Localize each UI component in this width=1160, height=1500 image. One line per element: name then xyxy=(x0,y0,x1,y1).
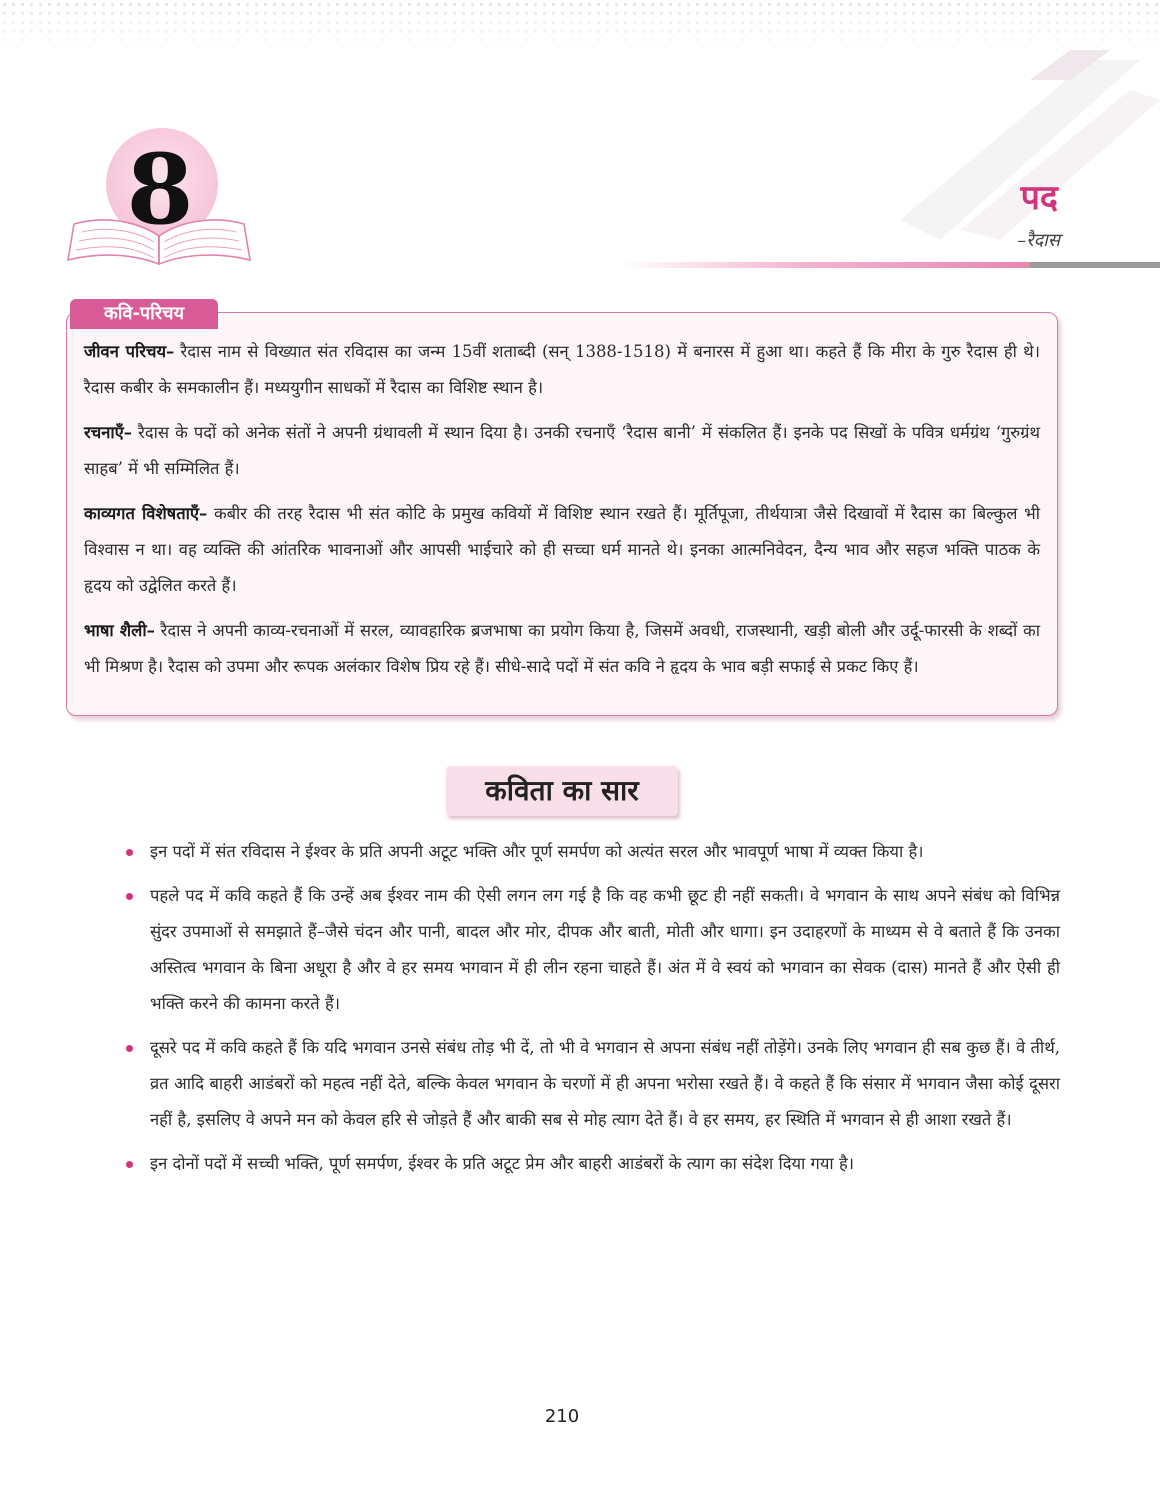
intro-paragraph-features xyxy=(84,496,1040,604)
intro-paragraph-language xyxy=(84,613,1040,685)
summary-list xyxy=(120,834,1060,1190)
summary-point-text: दूसरे पद में कवि कहते हैं कि यदि भगवान उनसे संबंध तोड़ भी दें, तो भी वे भगवान से अपना संबंध नहीं तोड़ेंगे। उनके लिए भगवान ही सब कुछ हैं। वे तीर्थ, व्रत आदि बाहरी आडंबरों को महत्व नहीं देते, बल्कि केवल भगवान के चरणों में ही अपना भरोसा रखते हैं। वे कहते हैं कि संसार में भगवान जैसा कोई दूसरा नहीं है, इसलिए वे अपने मन को केवल हरि से जोड़ते हैं और बाकी सब से मोह त्याग देते हैं। वे हर समय, हर स्थिति में भगवान से ही आशा रखते हैं। xyxy=(150,1038,1060,1129)
summary-heading: कविता का सार xyxy=(446,766,678,816)
chapter-number: 8 xyxy=(126,133,194,246)
intro-text: रैदास ने अपनी काव्य-रचनाओं में सरल, व्यावहारिक ब्रजभाषा का प्रयोग किया है, जिसमें अवधी, राजस्थानी, खड़ी बोली और उर्दू-फारसी के शब्दों का भी मिश्रण है। रैदास को उपमा और रूपक अलंकार विशेष प्रिय रहे हैं। सीधे-सादे पदों में संत कवि ने हृदय के भाव बड़ी सफाई से प्रकट किए हैं। xyxy=(84,621,1040,676)
intro-text: रैदास नाम से विख्यात संत रविदास का जन्म 15वीं शताब्दी (सन् 1388-1518) में बनारस में हुआ था। कहते हैं कि मीरा के गुरु रैदास ही थे। रैदास कबीर के समकालीन हैं। मध्ययुगीन साधकों में रैदास का विशिष्ट स्थान है। xyxy=(84,342,1040,397)
bullet-icon xyxy=(126,1161,133,1168)
summary-point xyxy=(120,878,1060,1022)
intro-label: रचनाएँ– xyxy=(84,423,133,442)
chapter-title: पद xyxy=(1020,178,1058,218)
summary-point-text: इन पदों में संत रविदास ने ईश्वर के प्रति अपनी अटूट भक्ति और पूर्ण समर्पण को अत्यंत सरल और भावपूर्ण भाषा में व्यक्त किया है। xyxy=(150,842,924,861)
title-underline-rule xyxy=(620,260,1160,270)
poet-introduction-tab: कवि-परिचय xyxy=(70,299,218,329)
intro-paragraph-works xyxy=(84,415,1040,487)
summary-point xyxy=(120,1146,1060,1182)
chapter-author: –रैदास xyxy=(1017,230,1060,251)
summary-point xyxy=(120,1030,1060,1138)
intro-text: रैदास के पदों को अनेक संतों ने अपनी ग्रंथावली में स्थान दिया है। उनकी रचनाएँ ‘रैदास बानी’ में संकलित हैं। इनके पद सिखों के पवित्र धर्मग्रंथ ‘गुरुग्रंथ साहब’ में भी सम्मिलित हैं। xyxy=(84,423,1040,478)
intro-label: जीवन परिचय– xyxy=(84,342,175,361)
bullet-icon xyxy=(126,849,133,856)
intro-label: भाषा शैली– xyxy=(84,621,155,640)
intro-paragraph-life xyxy=(84,334,1040,406)
summary-point-text: पहले पद में कवि कहते हैं कि उन्हें अब ईश्वर नाम की ऐसी लगन लग गई है कि वह कभी छूट ही नहीं सकती। वे भगवान के साथ अपने संबंध को विभिन्न सुंदर उपमाओं से समझाते हैं–जैसे चंदन और पानी, बादल और मोर, दीपक और बाती, मोती और धागा। इन उदाहरणों के माध्यम से वे बताते हैं कि उनका अस्तित्व भगवान के बिना अधूरा है और वे हर समय भगवान में ही लीन रहना चाहते हैं। अंत में वे स्वयं को भगवान का सेवक (दास) मानते हैं और ऐसी ही भक्ति करने की कामना करते हैं। xyxy=(150,886,1060,1013)
bullet-icon xyxy=(126,1045,133,1052)
bullet-icon xyxy=(126,893,133,900)
intro-label: काव्यगत विशेषताएँ– xyxy=(84,504,208,523)
summary-point xyxy=(120,834,1060,870)
page-number: 210 xyxy=(544,1406,580,1427)
intro-text: कबीर की तरह रैदास भी संत कोटि के प्रमुख कवियों में विशिष्ट स्थान रखते हैं। मूर्तिपूजा, तीर्थयात्रा जैसे दिखावों में रैदास का बिल्कुल भी विश्वास न था। वह व्यक्ति की आंतरिक भावनाओं और आपसी भाईचारे को ही सच्चा धर्म मानते थे। इनका आत्मनिवेदन, दैन्य भाव और सहज भक्ति पाठक के हृदय को उद्वेलित करते हैं। xyxy=(84,504,1040,595)
summary-point-text: इन दोनों पदों में सच्ची भक्ति, पूर्ण समर्पण, ईश्वर के प्रति अटूट प्रेम और बाहरी आडंबरों के त्याग का संदेश दिया गया है। xyxy=(150,1154,854,1173)
poet-introduction-content xyxy=(84,334,1040,694)
